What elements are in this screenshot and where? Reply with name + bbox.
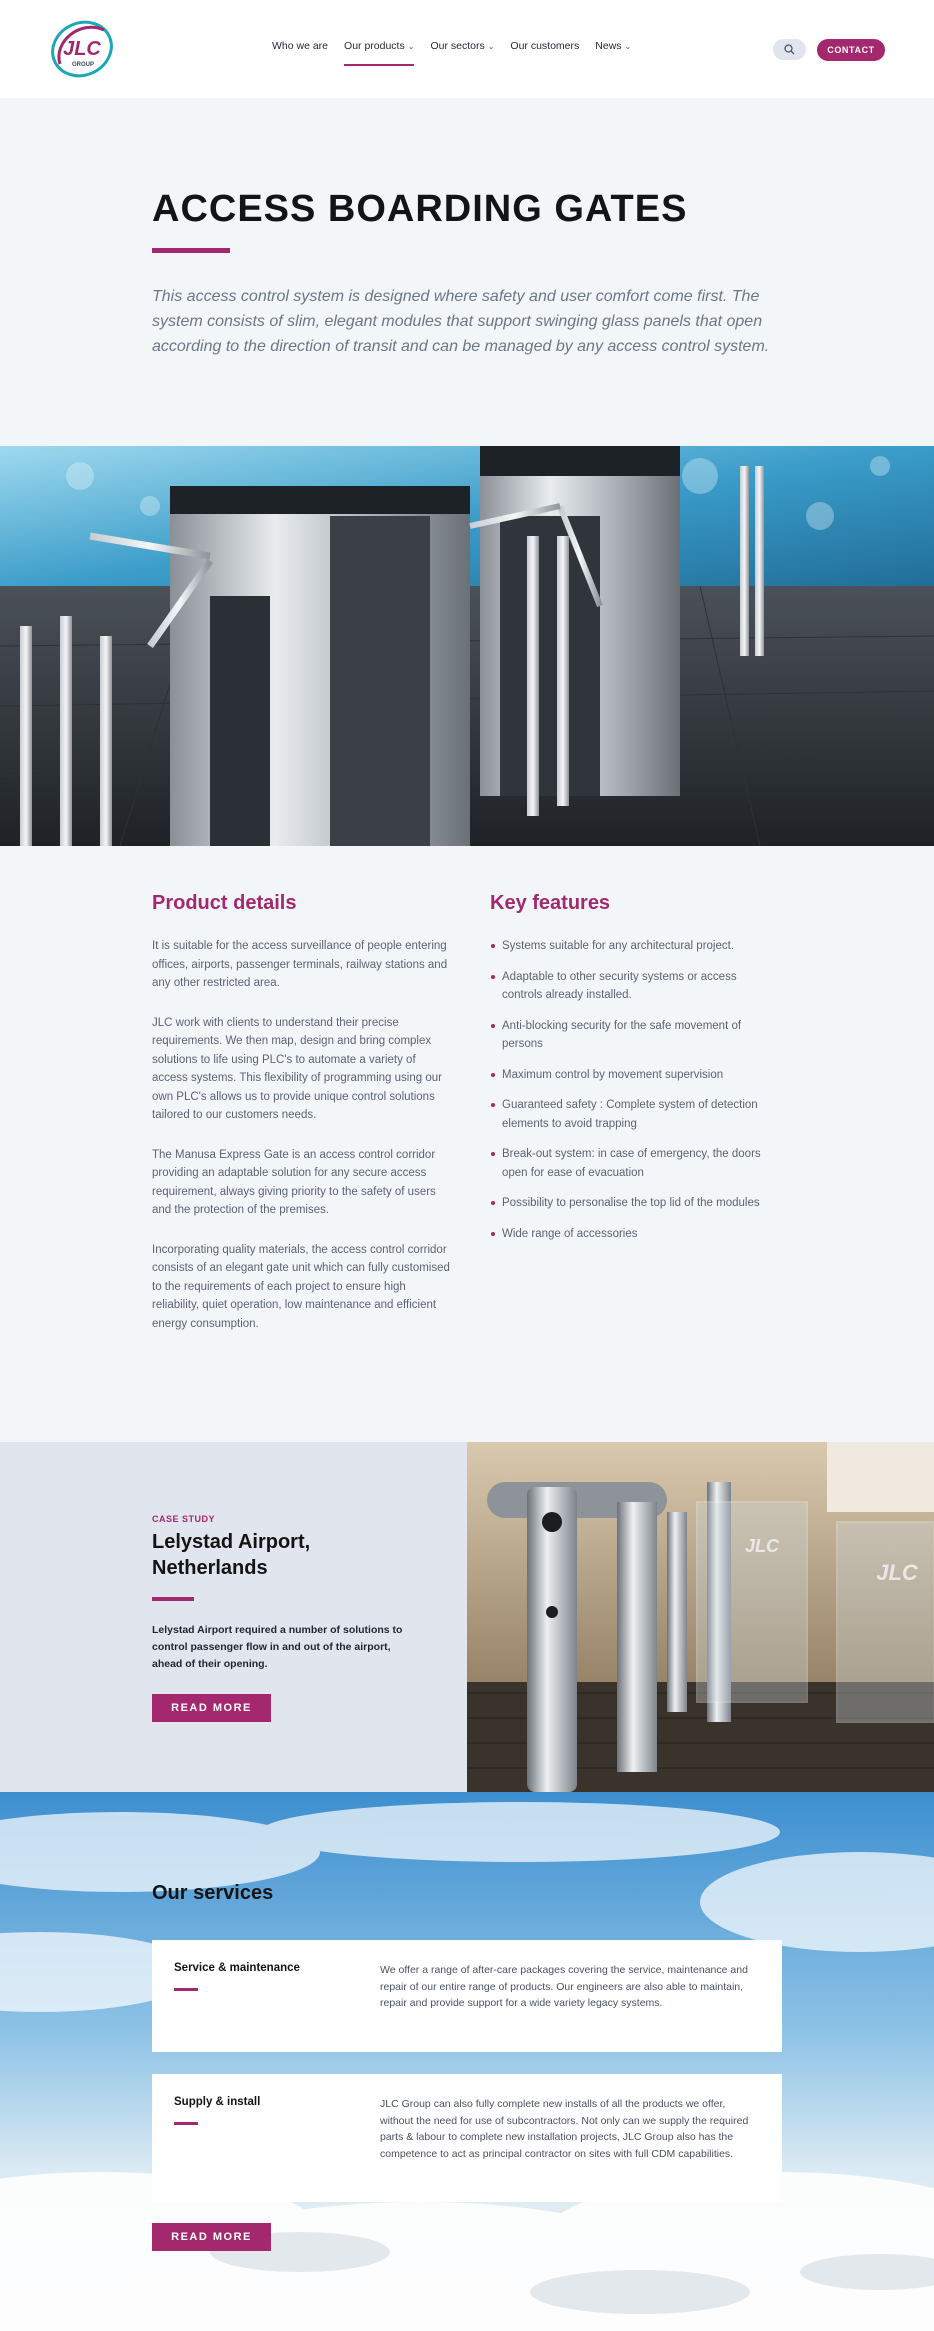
product-details-heading: Product details xyxy=(152,892,297,914)
service-description: We offer a range of after-care packages covering the service, maintenance and repair of our entire range of products. Our engineers are also able to maintain, repair and provide support for a wide variety legacy systems. xyxy=(380,1964,748,2009)
logo-subtext: GROUP xyxy=(71,62,95,68)
gate-logo-text: JLC xyxy=(744,1536,780,1556)
case-study-tag: CASE STUDY xyxy=(152,1514,216,1524)
case-study-underline xyxy=(152,1597,194,1601)
nav-label: News xyxy=(595,40,622,52)
feature-item: Possibility to personalise the top lid of the modules xyxy=(490,1194,780,1213)
hero-section xyxy=(0,98,934,446)
gate-logo-text: JLC xyxy=(876,1560,918,1585)
detail-paragraph: It is suitable for the access surveillance of people entering offices, airports, passenger terminals, railway stations and any other restricted area. xyxy=(152,940,448,989)
key-features-list xyxy=(490,937,780,1243)
nav-label: Our sectors xyxy=(430,40,485,52)
service-description: JLC Group can also fully complete new installs of all the products we offer, without the need for use of subcontractors. Not only can we supply the required parts & labour to complete new installation projects, JLC Group also has the competence to act as principal contractor on sites with full CDM capabilities. xyxy=(380,2098,749,2160)
logo-text: JLC xyxy=(63,38,101,60)
feature-item: Guaranteed safety : Complete system of detection elements to avoid trapping xyxy=(490,1096,780,1133)
product-details-section xyxy=(0,846,934,1442)
feature-item: Break-out system: in case of emergency, the doors open for ease of evacuation xyxy=(490,1145,780,1182)
service-name: Service & maintenance xyxy=(174,1962,300,1974)
feature-item: Anti-blocking security for the safe movement of persons xyxy=(490,1017,780,1054)
services-title: Our services xyxy=(152,1882,274,1904)
nav-our-customers[interactable] xyxy=(510,40,579,52)
case-study-title: Lelystad Airport, Netherlands xyxy=(152,1531,311,1579)
nav-label: Our products xyxy=(344,40,405,52)
nav-who-we-are[interactable] xyxy=(272,40,328,52)
case-study-section xyxy=(0,1442,934,1792)
nav-our-sectors[interactable] xyxy=(430,40,494,52)
feature-item: Wide range of accessories xyxy=(490,1225,780,1244)
site-header xyxy=(0,0,934,98)
service-card-supply-install xyxy=(152,2074,782,2202)
product-details-column xyxy=(152,892,452,1354)
boarding-gates-photo xyxy=(0,446,934,846)
search-button[interactable] xyxy=(773,39,806,60)
service-card-maintenance xyxy=(152,1940,782,2052)
title-underline xyxy=(152,248,230,253)
nav-label: Who we are xyxy=(272,40,329,52)
page-title: ACCESS BOARDING GATES xyxy=(152,188,688,230)
nav-news[interactable] xyxy=(595,40,631,52)
chevron-down-icon: ⌄ xyxy=(624,41,632,51)
services-read-more-button[interactable]: READ MORE xyxy=(152,2223,271,2251)
search-icon xyxy=(784,44,795,55)
feature-item: Maximum control by movement supervision xyxy=(490,1066,780,1085)
case-study-read-more-button[interactable]: READ MORE xyxy=(152,1694,271,1722)
sky-background xyxy=(0,1792,934,2331)
intro-text: This access control system is designed where safety and user comfort come first. The system consists of slim, elegant modules that support swinging glass panels that open according to the direction of transit and can be managed by any access control system. xyxy=(152,288,770,355)
case-study-text: Lelystad Airport required a number of solutions to control passenger flow in and out of the airport, ahead of their opening. xyxy=(152,1624,403,1670)
services-section xyxy=(0,1792,934,2331)
detail-paragraph: The Manusa Express Gate is an access control corridor providing an adaptable solution for any secure access requirement, always giving priority to the safety of users and the protection of the premises. xyxy=(152,1148,436,1216)
jlc-logo[interactable] xyxy=(48,16,116,82)
detail-paragraph: Incorporating quality materials, the access control corridor consists of an elegant gate unit which can fully customised to the requirements of each project to ensure high reliability, quiet operation, low maintenance and efficient energy consumption. xyxy=(152,1243,450,1330)
service-underline xyxy=(174,1988,198,1991)
detail-paragraph: JLC work with clients to understand their precise requirements. We then map, design and bring complex solutions to life using PLC's to automate a variety of access systems. This flexibility of programming using our own PLC's allows us to provide unique control solutions tailored to our customers needs. xyxy=(152,1016,442,1121)
nav-our-products[interactable] xyxy=(344,40,414,52)
service-name: Supply & install xyxy=(174,2096,261,2108)
airport-gates-photo xyxy=(467,1442,934,1792)
feature-item: Systems suitable for any architectural project. xyxy=(490,937,780,956)
nav-label: Our customers xyxy=(510,40,580,52)
case-study-panel xyxy=(0,1442,467,1792)
main-nav xyxy=(272,40,631,52)
key-features-column xyxy=(490,892,780,1255)
service-underline xyxy=(174,2122,198,2125)
chevron-down-icon: ⌄ xyxy=(487,41,495,51)
feature-item: Adaptable to other security systems or access controls already installed. xyxy=(490,968,780,1005)
chevron-down-icon: ⌄ xyxy=(407,41,415,51)
key-features-heading: Key features xyxy=(490,892,611,914)
contact-button[interactable]: CONTACT xyxy=(817,39,885,61)
